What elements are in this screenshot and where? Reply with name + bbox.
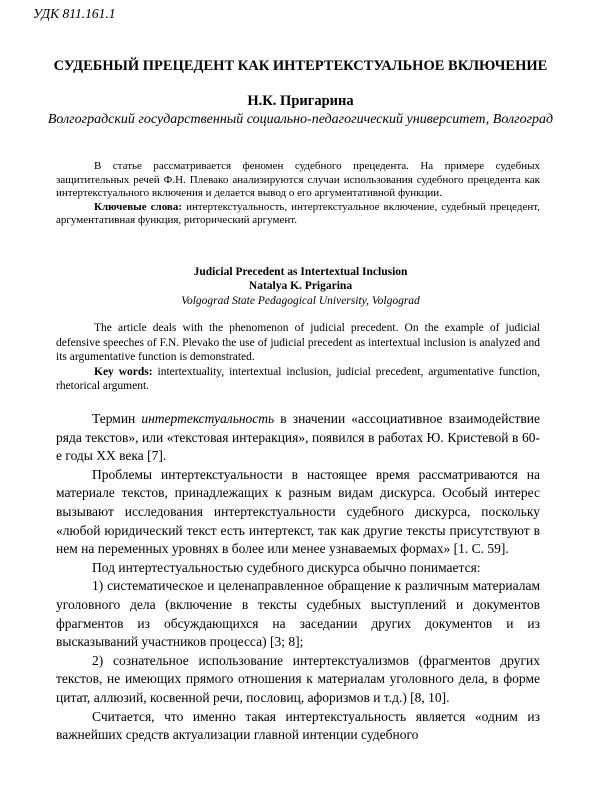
body-paragraph-6: Считается, что именно такая интертекстуальность является «одним из важнейших средств актуализации главной интенции судебного [56, 708, 540, 743]
paper-title-ru: СУДЕБНЫЙ ПРЕЦЕДЕНТ КАК ИНТЕРТЕКСТУАЛЬНОЕ ВКЛЮЧЕНИЕ [53, 58, 548, 74]
abstract-ru-text: В статье рассматривается феномен судебного прецедента. На примере судебных защитительных речей Ф.Н. Плевако анализируются случаи использования судебного прецедента как интертекстуального включения и делается вывод о его аргументативной функции. [56, 160, 540, 199]
body-text [56, 410, 540, 745]
keywords-ru-label: Ключевые слова: [94, 200, 183, 213]
abstract-en-text: The article deals with the phenomenon of judicial precedent. On the example of judicial defensive speeches of F.N. Plevako the use of judicial precedent as intertextual inclusion is analyzed and its argumentative function is demonstrated. [56, 322, 540, 363]
body-paragraph-2: Проблемы интертекстуальности в настоящее время рассматриваются на материале текстов, принадлежащих к разным видам дискурса. Особый интерес вызывают исследования интертекстуальности судебного дискурса, поскольку «любой юридический текст есть интертекст, так как другие тексты присутствуют в нем на переменных уровнях в более или менее узнаваемых формах» [1. С. 59]. [56, 466, 540, 557]
paper-title-en: Judicial Precedent as Intertextual Inclusion [193, 266, 408, 278]
abstract-ru [56, 160, 540, 228]
body-paragraph-3: Под интертестуальностью судебного дискурса обычно понимается: [92, 559, 481, 575]
body-paragraph-4: 1) систематическое и целенаправленное обращение к различным материалам уголовного дела (включение в тексты судебных выступлений и документов фрагментов из обсуждающихся на заседании других документов и из высказываний участников процесса) [3; 8]; [56, 578, 540, 650]
udc-code: УДК 811.161.1 [33, 6, 116, 21]
keywords-en-label: Key words: [94, 365, 153, 378]
affiliation-ru: Волгоградский государственный социально-педагогический университет, Волгоград [47, 112, 554, 127]
affiliation-en: Volgograd State Pedagogical University, Volgograd [181, 295, 420, 307]
p1-after: в значении «ассоциативное взаимодействие ряда текстов», или «текстовая интеракция», появился в работах Ю. Кристевой в 60-е годы XX века [7]. [56, 411, 540, 464]
keywords-ru-list: интертекстуальность, интертекстуальное включение, судебный прецедент, аргументативная функция, риторический аргумент. [56, 200, 541, 226]
keywords-ru [56, 201, 540, 228]
abstract-en [56, 321, 540, 394]
author-ru: Н.К. Пригарина [247, 93, 354, 109]
keywords-en-list: intertextuality, intertextual inclusion, judicial precedent, argumentative function, rhetorical argument. [56, 365, 540, 392]
keywords-en [56, 365, 540, 394]
author-en: Natalya K. Prigarina [248, 280, 353, 292]
body-paragraph-1 [56, 410, 540, 466]
p1-before: Термин [92, 411, 142, 426]
p1-term: интертекстуальность [141, 411, 275, 426]
body-paragraph-5: 2) сознательное использование интертекстуализмов (фрагментов других текстов, не имеющих прямого отношения к материалам уголовного дела, в форме цитат, аллюзий, косвенной речи, пословиц, афоризмов и т.д.) [8, 10]. [56, 652, 540, 705]
